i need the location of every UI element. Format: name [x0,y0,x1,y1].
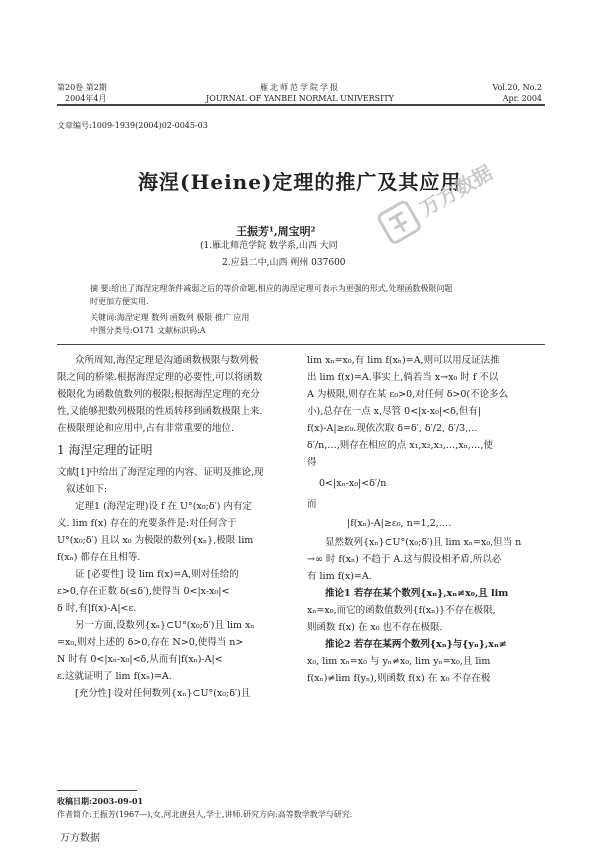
watermark [371,147,509,255]
journal-name-cn: 雁北师范学院学报 [260,83,340,92]
body-line: f(xₙ)≠lim f(yₙ),则函数 f(x) 在 x₀ 不存在极 [307,673,491,684]
display-formula: 0<|xₙ-x₀|<δ′/n [319,478,387,489]
body-line: 显然数列{xₙ}⊂U°(x₀;δ′)且 lim xₙ=x₀,但当 n [325,537,522,548]
header-center [180,82,420,104]
header-left [57,82,147,104]
body-line: 则函数 f(x) 在 x₀ 也不存在极限. [307,622,443,633]
abstract-rule [57,344,545,345]
right-column [307,352,547,687]
body-line: [充分性] 设对任何数列{xₙ}⊂U°(x₀;δ′)且 [75,688,251,699]
footnote-rule [57,790,137,791]
corollary-1: 推论1 若存在某个数列{xₙ},xₙ≠x₀,且 lim [325,588,509,599]
body-line: N 时有 0<|xₙ-x₀|<δ,从而有|f(xₙ)-A|< [57,654,223,665]
paper-title: 海涅(Heine)定理的推广及其应用 [138,170,462,194]
body-line: δ 时,有|f(x)-A|<ε. [57,603,137,614]
body-line: 小),总存在一点 x,尽管 0<|x-x₀|<δ,但有| [307,406,482,417]
intro-line: 性,又能够把数列极限的性质转移到函数极限上来. [57,406,263,417]
body-line: ε>0,存在正数 δ(≤δ′),使得当 0<|x-x₀|< [57,586,230,597]
body-line: 叙述如下: [66,484,108,495]
left-column [57,352,297,702]
abstract-line-2: 时更加方便实用. [90,297,149,306]
intro-line: 众所周知,海涅定理是沟通函数极限与数列极 [75,355,259,366]
footnote [57,795,545,821]
volume-issue-cn: 第20卷 第2期 [57,83,107,92]
header-right [470,82,542,104]
journal-name-en: JOURNAL OF YANBEI NORMAL UNIVERSITY [206,94,394,103]
body-line: lim xₙ=x₀,有 lim f(xₙ)=A,则可以用反证法推 [307,355,500,366]
intro-line: 限之间的桥梁.根据海涅定理的必要性,可以将函数 [57,372,263,383]
body-line: f(xₙ) 都存在且相等. [57,552,141,563]
body-line: δ′/n,…,则存在相应的点 x₁,x₂,x₃,…,xₙ,…,使 [307,440,493,451]
abstract-line-1: 摘 要:给出了海涅定理条件减弱之后的等价命题,相应的海涅定理可表示为更强的形式,处理函数极限问题 [90,284,453,293]
body-line: 而 [307,499,317,510]
date-cn: 2004年4月 [65,94,107,103]
abstract [90,282,530,337]
body-line: 另一方面,设数列{xₙ}⊂U°(x₀;δ′)且 lim xₙ [75,620,255,631]
author-bio: 作者简介:王振芳(1967—),女,河北唐县人,学士,讲师.研究方向:高等数学教学与研究. [57,810,353,819]
section-heading-1: 1 海涅定理的证明 [57,443,153,457]
body-line: =x₀,则对上述的 δ>0,存在 N>0,使得当 n> [57,637,244,648]
body-line: ε.这就证明了 lim f(xₙ)=A. [57,671,172,682]
intro-line: 极限化为函数值数列的极限;根据海涅定理的充分 [57,389,260,400]
proof-line: 证 [必要性] 设 lim f(x)=A,则对任给的 [75,569,239,580]
body-line: f(x)-A|≥ε₀.现依次取 δ=δ′, δ′/2, δ′/3,… [307,423,478,434]
classification: 中图分类号:O171 文献标识码:A [90,326,206,335]
body-line: xₙ=x₀,而它的函数值数列{f(xₙ)}不存在极限, [307,605,496,616]
body-line: U°(x₀;δ′) 且以 x₀ 为极限的数列{xₙ},极限 lim [57,535,254,546]
body-line: A 为极限,则存在某 ε₀>0,对任何 δ>0(不论多么 [307,389,509,400]
affiliation-2: 2.应县二中,山西 朔州 037600 [222,258,346,268]
volume-issue-en: Vol.20, No.2 [492,83,542,92]
affiliation-1: (1.雁北师范学院 数学系,山西 大同 [200,241,338,251]
body-line: →∞ 时 f(xₙ) 不趋于 A.这与假设相矛盾,所以必 [307,554,502,565]
keywords: 关键词:海涅定理 数列 函数列 极限 推广 应用 [90,313,250,322]
header-rule [57,104,545,106]
body-line: 有 lim f(x)=A. [307,571,372,582]
corollary-2: 推论2 若存在某两个数列{xₙ}与{yₙ},xₙ≠ [325,639,507,650]
body-line: 义. lim f(x) 存在的充要条件是:对任何含于 [57,518,237,529]
watermark-text: 万方数据 [415,160,497,222]
intro-line: 在极限理论和应用中,占有非常重要的地位. [57,423,235,434]
body-line: 出 lim f(x)=A.事实上,倘若当 x→x₀ 时 f 不以 [307,372,499,383]
body-line: 得 [307,457,317,468]
body-line: x₀, lim xₙ=x₀ 与 yₙ≠x₀, lim yₙ=x₀,且 lim [307,656,491,667]
theorem-1-line: 定理1 (海涅定理)设 f 在 U°(x₀;δ′) 内有定 [75,501,252,512]
authors: 王振芳¹,周宝明² [236,225,316,238]
footer-text: 万方数据 [60,833,100,844]
body-line: 文献[1]中给出了海涅定理的内容、证明及推论,现 [57,467,264,478]
display-formula: |f(xₙ)-A|≥ε₀, n=1,2,…. [347,518,452,529]
article-id: 文章编号:1009-1939(2004)02-0045-03 [57,121,208,130]
received-date: 收稿日期:2003-09-01 [57,796,144,806]
date-en: Apr. 2004 [502,94,542,103]
